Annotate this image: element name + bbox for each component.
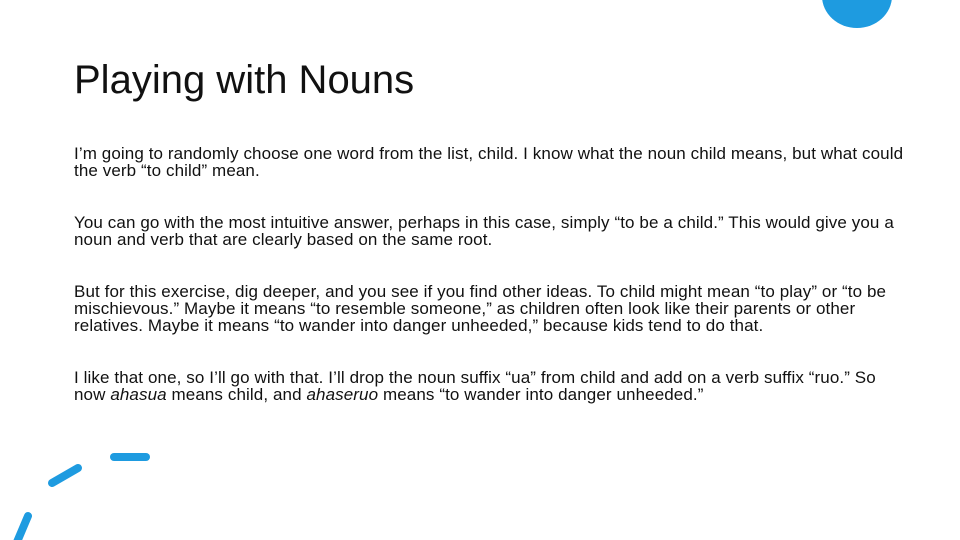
paragraph-1: I’m going to randomly choose one word from the list, child. I know what the noun child means, but what could the verb “to child” mean. (74, 144, 904, 180)
paragraph-4-text: means child, and (166, 385, 307, 404)
paragraph-4-text: means “to wander into danger unheeded.” (378, 385, 704, 404)
dash-diagonal (52, 468, 78, 483)
paragraph-4 (74, 369, 904, 403)
paragraph-3: But for this exercise, dig deeper, and you see if you find other ideas. To child might mean “to play” or “to be mischievous.” Maybe it means “to resemble someone,” as children often look like their parents or other relatives. Maybe it means “to wander into danger unheeded,” because kids tend to do that. (74, 282, 887, 335)
slide-body (74, 145, 904, 403)
decorative-dashes (0, 430, 200, 540)
paragraph-4-text: I like that one, so I’ll go with that. I’ll drop the noun suffix “ua” from child and add on a verb suffix “ruo.” So now (74, 368, 876, 404)
slide-title: Playing with Nouns (74, 58, 415, 102)
paragraph-2: You can go with the most intuitive answer, perhaps in this case, simply “to be a child.” This would give you a noun and verb that are clearly based on the same root. (74, 213, 894, 249)
dash-lower (17, 516, 28, 540)
word-ahaseruo: ahaseruo (306, 385, 379, 404)
decorative-circle (822, 0, 892, 28)
word-ahasua: ahasua (110, 385, 167, 404)
